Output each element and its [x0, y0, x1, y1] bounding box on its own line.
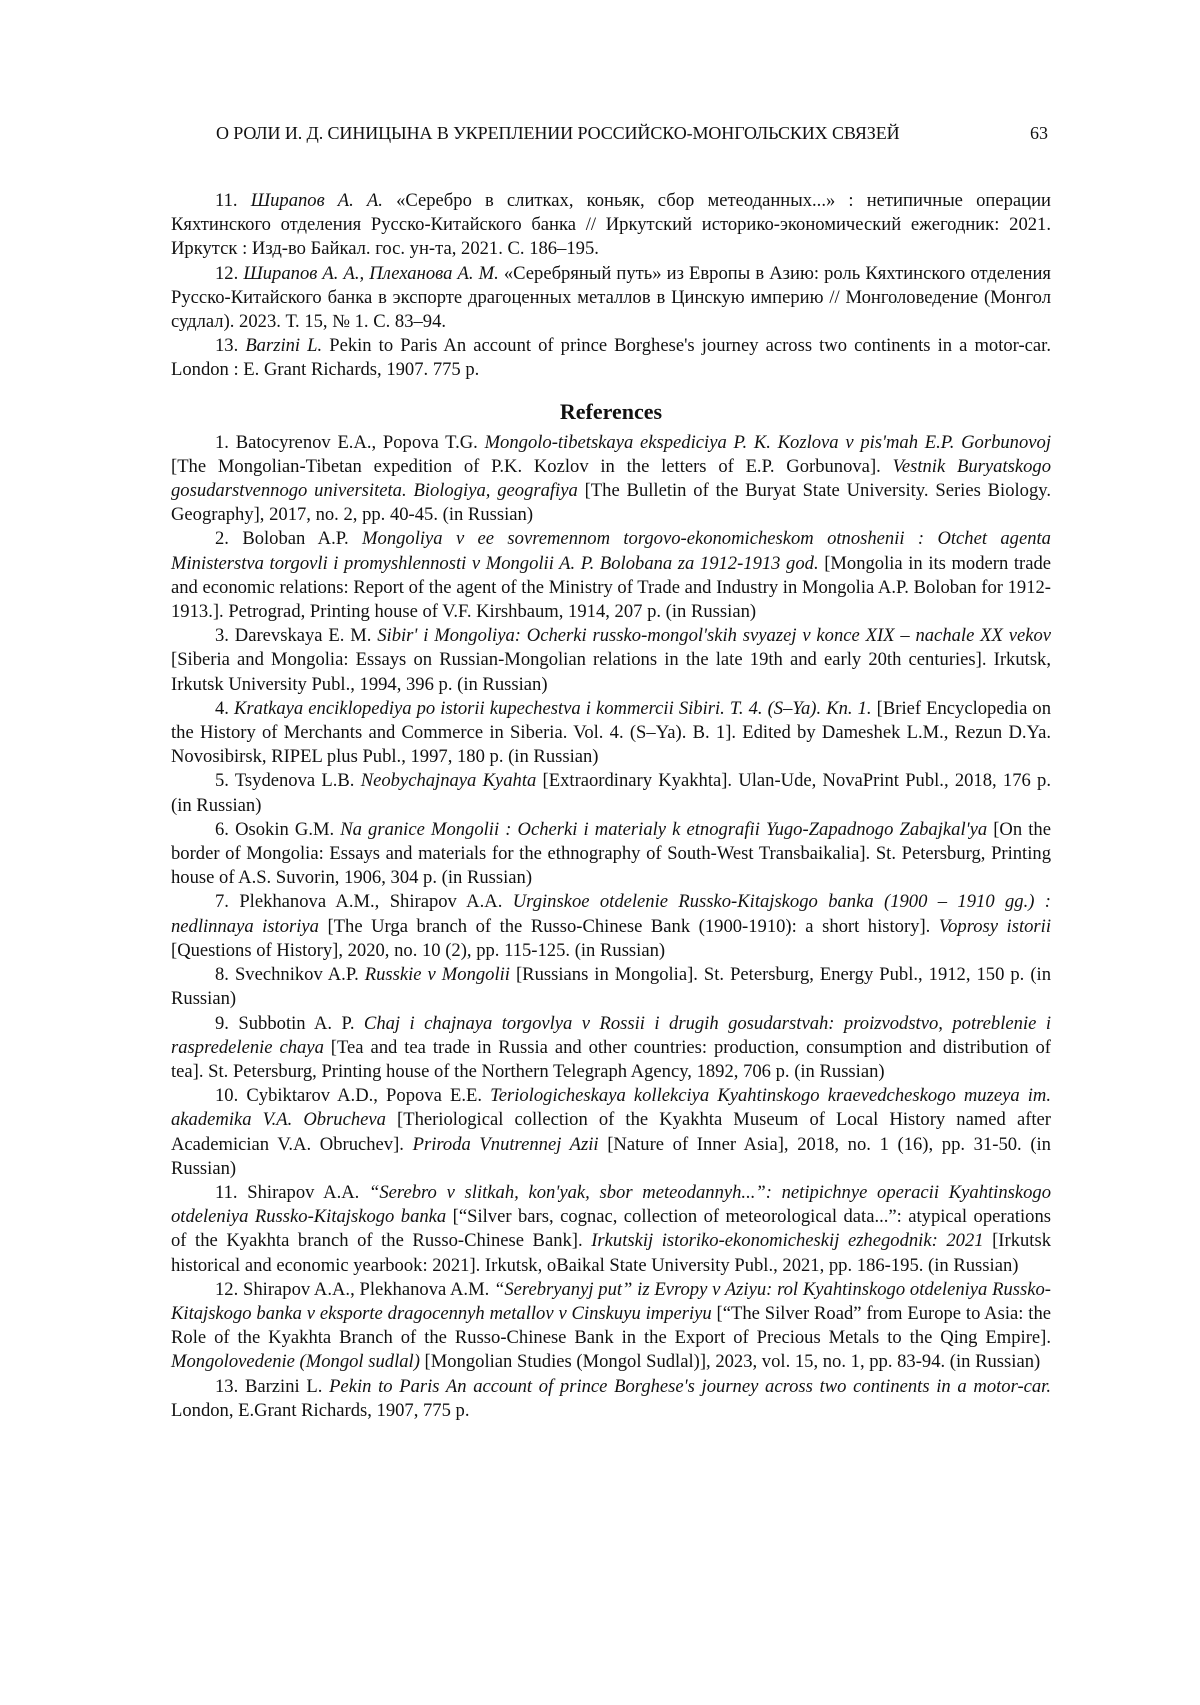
reference-item-12: 12. Shirapov A.A., Plekhanova A.M. “Serebryanyj put” iz Evropy v Aziyu: rol Kyahtinskogo otdeleniya Russko-Kitajskogo banka v eksporte dragocennyh metallov v Cinskuyu imperiyu [“The Silver Road” from Europe to Asia: the Role of the Kyakhta Branch of the Russo-Chinese Bank in the Export of Precious Metals to the Qing Empire]. Mongolovedenie (Mongol sudlal) [Mongolian Studies (Mongol Sudlal)], 2023, vol. 15, no. 1, pp. 83-94. (in Russian): [171, 1278, 1051, 1373]
reference-item-9: 9. Subbotin A. P. Chaj i chajnaya torgovlya v Rossii i drugih gosudarstvah: proizvodstvo, potreblenie i raspredelenie chaya [Tea and tea trade in Russia and other countries: production, consumption and distribution of tea]. St. Petersburg, Printing house of the Northern Telegraph Agency, 1892, 706 p. (in Russian): [171, 1012, 1051, 1082]
reference-item-1: 1. Batocyrenov E.A., Popova T.G. Mongolo-tibetskaya ekspediciya P. K. Kozlova v pis'mah E.P. Gorbunovoj [The Mongolian-Tibetan expedition of P.K. Kozlov in the letters of E.P. Gorbunova]. Vestnik Buryatskogo gosudarstvennogo universiteta. Biologiya, geografiya [The Bulletin of the Buryat State University. Series Biology. Geography], 2017, no. 2, pp. 40-45. (in Russian): [171, 431, 1051, 526]
source-item-12: 12. Ширапов А. А., Плеханова А. М. «Серебряный путь» из Европы в Азию: роль Кяхтинского отделения Русско-Китайского банка в экспорте драгоценных металлов в Цинскую империю // Монголоведение (Монгол судлал). 2023. Т. 15, № 1. С. 83–94.: [171, 262, 1051, 333]
source-item-13: 13. Barzini L. Pekin to Paris An account of prince Borghese's journey across two continents in a motor-car. London : E. Grant Richards, 1907. 775 p.: [171, 335, 1051, 381]
page-number: 63: [1030, 123, 1048, 143]
reference-item-2: 2. Boloban A.P. Mongoliya v ee sovremennom torgovo-ekonomicheskom otnoshenii : Otchet agenta Ministerstva torgovli i promyshlennosti v Mongolii A. P. Bolobana za 1912-1913 god. [Mongolia in its modern trade and economic relations: Report of the agent of the Ministry of Trade and Industry in Mongolia A.P. Boloban for 1912-1913.]. Petrograd, Printing house of V.F. Kirshbaum, 1914, 207 p. (in Russian): [171, 528, 1052, 623]
source-item-11: 11. Ширапов А. А. «Серебро в слитках, коньяк, сбор метеоданных...» : нетипичные операции Кяхтинского отделения Русско-Китайского банка // Иркутский историко-экономический ежегодник: 2021. Иркутск : Изд-во Байкал. гос. ун-та, 2021. С. 186–195.: [171, 190, 1051, 260]
page-content: [171, 189, 1051, 1423]
reference-item-11: 11. Shirapov A.A. “Serebro v slitkah, kon'yak, sbor meteodannyh...”: netipichnye operacii Kyahtinskogo otdeleniya Russko-Kitajskogo banka [“Silver bars, cognac, collection of meteorological data...”: atypical operations of the Kyakhta branch of the Russo-Chinese Bank]. Irkutskij istoriko-ekonomicheskij ezhegodnik: 2021 [Irkutsk historical and economic yearbook: 2021]. Irkutsk, oBaikal State University Publ., 2021, pp. 186-195. (in Russian): [171, 1181, 1052, 1276]
reference-item-5: 5. Tsydenova L.B. Neobychajnaya Kyahta [Extraordinary Kyakhta]. Ulan-Ude, NovaPrint Publ., 2018, 176 p. (in Russian): [171, 770, 1051, 816]
reference-item-10: 10. Cybiktarov A.D., Popova E.E. Teriologicheskaya kollekciya Kyahtinskogo kraevedcheskogo muzeya im. akademika V.A. Obrucheva [Theriological collection of the Kyakhta Museum of Local History named after Academician V.A. Obruchev]. Priroda Vnutrennej Azii [Nature of Inner Asia], 2018, no. 1 (16), pp. 31-50. (in Russian): [171, 1085, 1051, 1179]
reference-item-4: 4. Kratkaya enciklopediya po istorii kupechestva i kommercii Sibiri. T. 4. (S–Ya). Kn. 1. [Brief Encyclopedia on the History of Merchants and Commerce in Siberia. Vol. 4. (S–Ya). B. 1]. Edited by Dameshek L.M., Rezun D.Ya. Novosibirsk, RIPEL plus Publ., 1997, 180 p. (in Russian): [171, 697, 1051, 768]
reference-item-8: 8. Svechnikov A.P. Russkie v Mongolii [Russians in Mongolia]. St. Petersburg, Energy Publ., 1912, 150 p. (in Russian): [171, 964, 1051, 1010]
reference-item-3: 3. Darevskaya E. M. Sibir' i Mongoliya: Ocherki russko-mongol'skih svyazej v konce XIX – nachale XX vekov [Siberia and Mongolia: Essays on Russian-Mongolian relations in the late 19th and early 20th centuries]. Irkutsk, Irkutsk University Publ., 1994, 396 p. (in Russian): [171, 625, 1052, 695]
references-heading: References: [559, 398, 663, 424]
reference-item-13: 13. Barzini L. Pekin to Paris An account of prince Borghese's journey across two continents in a motor-car. London, E.Grant Richards, 1907, 775 p.: [171, 1375, 1052, 1421]
reference-item-6: 6. Osokin G.M. Na granice Mongolii : Ocherki i materialy k etnografii Yugo-Zapadnogo Zabajkal'ya [On the border of Mongolia: Essays and materials for the ethnography of South-West Transbaikalia]. St. Petersburg, Printing house of A.S. Suvorin, 1906, 304 p. (in Russian): [171, 818, 1051, 889]
running-head-title: О РОЛИ И. Д. СИНИЦЫНА В УКРЕПЛЕНИИ РОССИЙСКО-МОНГОЛЬСКИХ СВЯЗЕЙ: [216, 123, 900, 143]
reference-item-7: 7. Plekhanova A.M., Shirapov A.A. Urginskoe otdelenie Russko-Kitajskogo banka (1900 – 1910 gg.) : nedlinnaya istoriya [The Urga branch of the Russo-Chinese Bank (1900-1910): a short history]. Voprosy istorii [Questions of History], 2020, no. 10 (2), pp. 115-125. (in Russian): [171, 891, 1051, 961]
